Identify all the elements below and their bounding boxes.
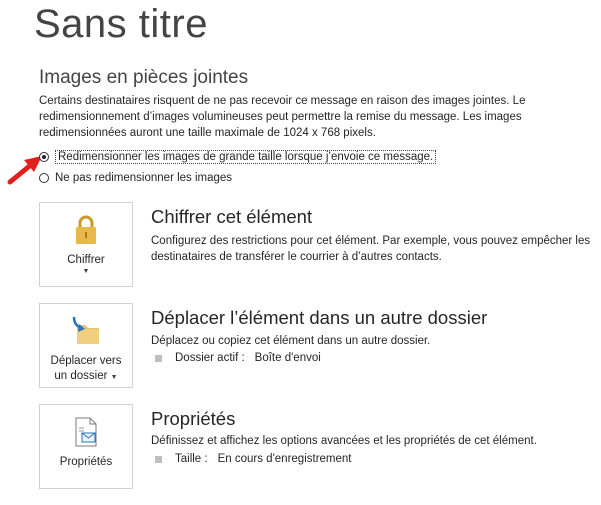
resize-images-label[interactable]: Redimensionner les images de grande taille lorsque j’envoie ce message. (55, 150, 436, 164)
size-info (155, 453, 351, 465)
move-title: Déplacer l’élément dans un autre dossier (151, 307, 488, 328)
bullet-icon (155, 355, 162, 362)
do-not-resize-option[interactable] (39, 172, 232, 184)
encrypt-description: Configurez des restrictions pour cet élément. Par exemple, vous pouvez empêcher les destinataires de transférer le courrier à d’autres contacts. (151, 235, 591, 263)
size-value: En cours d'enregistrement (217, 453, 352, 465)
properties-description: Définissez et affichez les options avancées et les propriétés de cet élément. (151, 435, 537, 447)
bullet-icon (155, 456, 162, 463)
attachments-description: Certains destinataires risquent de ne pas recevoir ce message en raison des images jointes. Le redimensionnement d’images volumineuses peut permettre la remise du message. Les images redimensionnées auront une taille maximale de 1024 x 768 pixels. (39, 95, 526, 139)
move-to-folder-icon (69, 314, 103, 348)
move-description: Déplacez ou copiez cet élément dans un autre dossier. (151, 335, 431, 347)
current-folder-info (155, 352, 321, 364)
move-button-label-line2: un dossier (54, 370, 108, 382)
encrypt-button-label: Chiffrer (67, 254, 105, 266)
lock-icon (73, 213, 99, 247)
properties-title: Propriétés (151, 408, 236, 429)
attachments-heading: Images en pièces jointes (39, 67, 249, 88)
radio-button-selected[interactable] (39, 152, 49, 162)
chevron-down-icon: ▼ (82, 268, 90, 275)
current-folder-value: Boîte d'envoi (254, 352, 321, 364)
do-not-resize-label[interactable]: Ne pas redimensionner les images (55, 172, 233, 184)
properties-button[interactable] (39, 404, 133, 489)
encrypt-title: Chiffrer cet élément (151, 206, 313, 227)
size-label: Taille : (175, 453, 208, 465)
chevron-down-icon: ▼ (110, 374, 118, 381)
resize-images-option[interactable] (39, 150, 436, 164)
move-button-label-line1: Déplacer vers (50, 355, 122, 367)
properties-icon (70, 415, 102, 449)
current-folder-label: Dossier actif : (175, 352, 245, 364)
encrypt-button[interactable] (39, 202, 133, 287)
radio-button-unselected[interactable] (39, 173, 49, 183)
move-to-folder-button[interactable] (39, 303, 133, 388)
properties-button-label: Propriétés (59, 456, 113, 468)
page-title: Sans titre (34, 2, 208, 46)
